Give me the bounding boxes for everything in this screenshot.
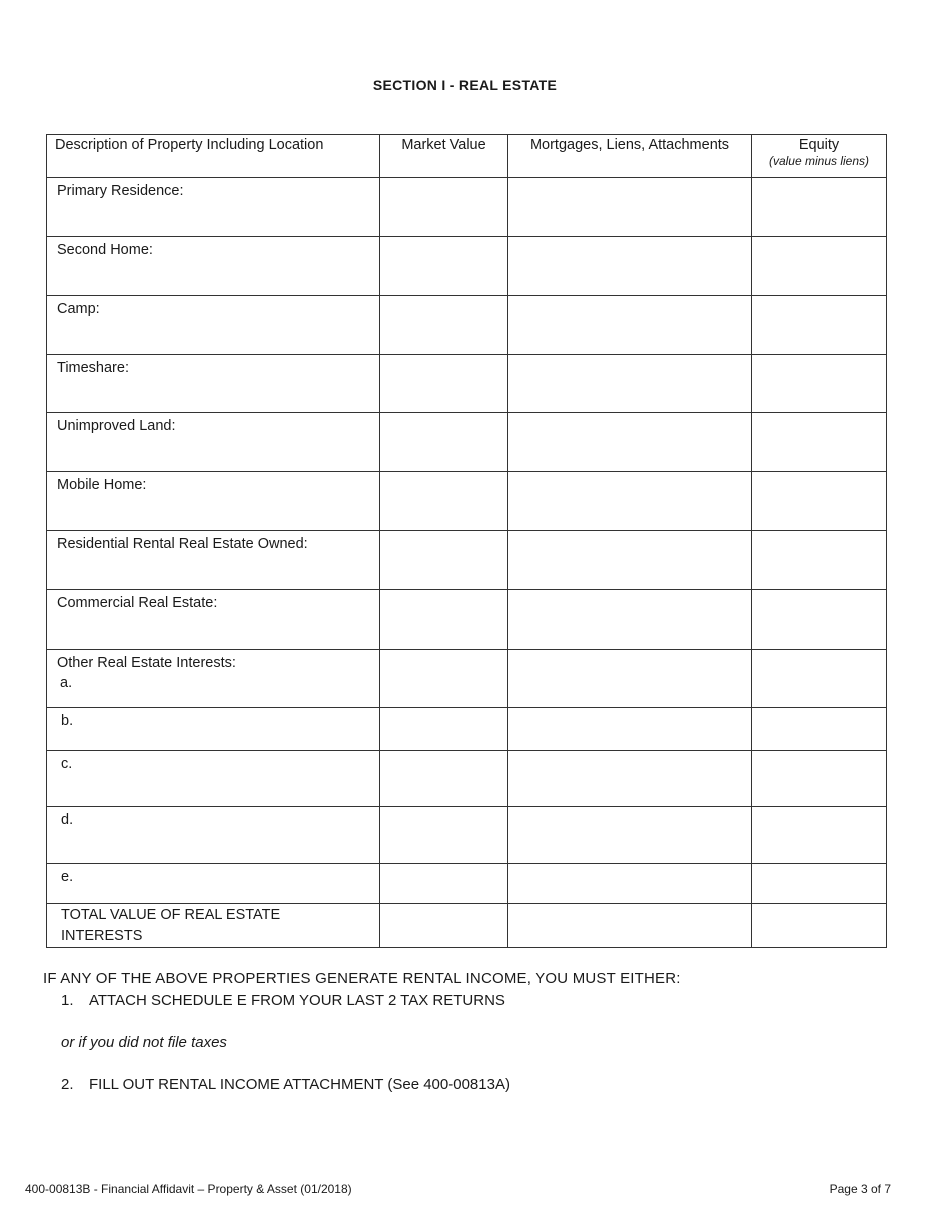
table-row: [47, 807, 887, 864]
row-label-e: e.: [47, 864, 380, 904]
total-market-value-cell[interactable]: [380, 904, 508, 948]
real-estate-table: [46, 134, 887, 948]
mortgages-cell[interactable]: [508, 472, 752, 531]
market-value-cell[interactable]: [380, 472, 508, 531]
header-description: Description of Property Including Location: [47, 135, 380, 178]
market-value-cell[interactable]: [380, 178, 508, 237]
mortgages-cell[interactable]: [508, 807, 752, 864]
market-value-cell[interactable]: [380, 650, 508, 708]
equity-cell[interactable]: [752, 531, 887, 590]
footer-form-id: 400-00813B - Financial Affidavit – Property & Asset (01/2018): [25, 1182, 352, 1196]
table-row: [47, 590, 887, 650]
header-market-value: Market Value: [380, 135, 508, 178]
notice-item-1-number: 1.: [61, 992, 74, 1009]
table-row: [47, 413, 887, 472]
table-row: [47, 355, 887, 413]
equity-cell[interactable]: [752, 807, 887, 864]
header-equity: [752, 135, 887, 178]
other-real-estate-label: Other Real Estate Interests:: [57, 655, 236, 671]
market-value-cell[interactable]: [380, 531, 508, 590]
table-row: [47, 178, 887, 237]
total-label: [47, 904, 380, 948]
table-row: [47, 650, 887, 708]
equity-cell[interactable]: [752, 751, 887, 807]
table-row: [47, 296, 887, 355]
notice-item-1-text: ATTACH SCHEDULE E FROM YOUR LAST 2 TAX RETURNS: [89, 992, 505, 1009]
market-value-cell[interactable]: [380, 413, 508, 472]
section-title: SECTION I - REAL ESTATE: [372, 77, 558, 93]
equity-cell[interactable]: [752, 590, 887, 650]
table-row: [47, 237, 887, 296]
footer-page-number: Page 3 of 7: [829, 1182, 891, 1196]
notice-item-2: [61, 1076, 510, 1093]
mortgages-cell[interactable]: [508, 590, 752, 650]
mortgages-cell[interactable]: [508, 237, 752, 296]
market-value-cell[interactable]: [380, 751, 508, 807]
equity-cell[interactable]: [752, 237, 887, 296]
row-label-d: d.: [47, 807, 380, 864]
table-row: [47, 751, 887, 807]
mortgages-cell[interactable]: [508, 650, 752, 708]
notice-item-2-text: FILL OUT RENTAL INCOME ATTACHMENT (See 400-00813A): [89, 1076, 510, 1093]
row-label-other-real-estate: [47, 650, 380, 708]
market-value-cell[interactable]: [380, 864, 508, 904]
market-value-cell[interactable]: [380, 807, 508, 864]
row-label-unimproved-land: Unimproved Land:: [47, 413, 380, 472]
header-equity-note: (value minus liens): [768, 154, 870, 168]
header-equity-label: Equity: [798, 137, 840, 153]
notice-item-2-number: 2.: [61, 1076, 74, 1093]
notice-or-note: or if you did not file taxes: [61, 1034, 227, 1051]
row-label-residential-rental: Residential Rental Real Estate Owned:: [47, 531, 380, 590]
row-label-primary-residence: Primary Residence:: [47, 178, 380, 237]
total-mortgages-cell[interactable]: [508, 904, 752, 948]
total-label-line1: TOTAL VALUE OF REAL ESTATE: [61, 907, 281, 923]
row-label-c: c.: [47, 751, 380, 807]
equity-cell[interactable]: [752, 708, 887, 751]
mortgages-cell[interactable]: [508, 751, 752, 807]
equity-cell[interactable]: [752, 864, 887, 904]
market-value-cell[interactable]: [380, 355, 508, 413]
mortgages-cell[interactable]: [508, 708, 752, 751]
mortgages-cell[interactable]: [508, 355, 752, 413]
equity-cell[interactable]: [752, 650, 887, 708]
equity-cell[interactable]: [752, 472, 887, 531]
total-equity-cell[interactable]: [752, 904, 887, 948]
equity-cell[interactable]: [752, 413, 887, 472]
table-header-row: [47, 135, 887, 178]
equity-cell[interactable]: [752, 355, 887, 413]
market-value-cell[interactable]: [380, 708, 508, 751]
row-label-timeshare: Timeshare:: [47, 355, 380, 413]
total-row: [47, 904, 887, 948]
market-value-cell[interactable]: [380, 237, 508, 296]
table-row: [47, 531, 887, 590]
row-label-b: b.: [47, 708, 380, 751]
market-value-cell[interactable]: [380, 296, 508, 355]
table-row: [47, 708, 887, 751]
mortgages-cell[interactable]: [508, 178, 752, 237]
row-label-a: a.: [60, 675, 73, 691]
total-label-line2: INTERESTS: [61, 928, 143, 944]
market-value-cell[interactable]: [380, 590, 508, 650]
row-label-mobile-home: Mobile Home:: [47, 472, 380, 531]
rental-income-notice: IF ANY OF THE ABOVE PROPERTIES GENERATE RENTAL INCOME, YOU MUST EITHER:: [43, 970, 681, 987]
header-mortgages: Mortgages, Liens, Attachments: [508, 135, 752, 178]
table-row: [47, 472, 887, 531]
mortgages-cell[interactable]: [508, 413, 752, 472]
mortgages-cell[interactable]: [508, 864, 752, 904]
equity-cell[interactable]: [752, 296, 887, 355]
notice-item-1: [61, 992, 505, 1009]
row-label-camp: Camp:: [47, 296, 380, 355]
row-label-second-home: Second Home:: [47, 237, 380, 296]
row-label-commercial-real-estate: Commercial Real Estate:: [47, 590, 380, 650]
equity-cell[interactable]: [752, 178, 887, 237]
table-row: [47, 864, 887, 904]
mortgages-cell[interactable]: [508, 296, 752, 355]
mortgages-cell[interactable]: [508, 531, 752, 590]
